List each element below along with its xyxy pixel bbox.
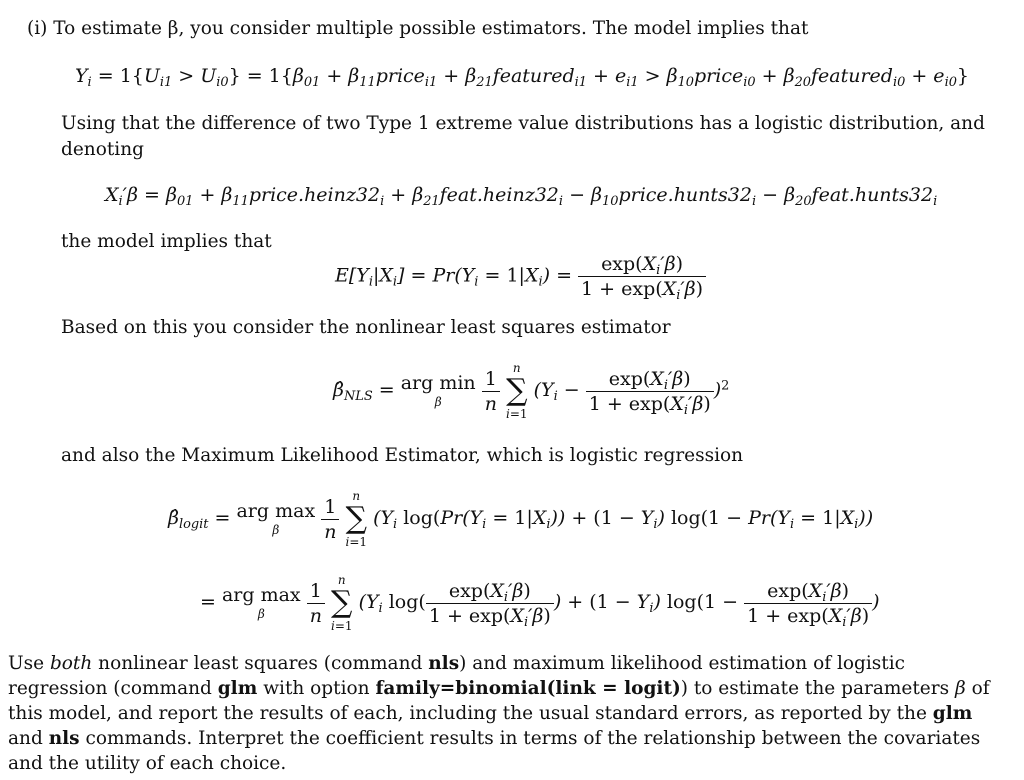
final-text-8: commands. Interpret the coefficient results in terms of the relationship between the covariates and the utility of each choice.: [8, 728, 981, 774]
paragraph-implies: the model implies that: [61, 231, 272, 252]
final-text-4: with option: [263, 678, 370, 699]
expectation-equation: $E[Y_i|X_i] = Pr(Y_i = 1|X_i)$ = $\frac{\exp(X_i'\beta)}{1 + \exp(X_i'\beta)}$: [335, 252, 706, 301]
xbeta-equation: $X_i'\beta = \beta_{01}$ + $\beta_{11}price.heinz32_i$ + $\beta_{21}feat.heinz32_i$ − $\beta_{10}price.hunts32_i$ − $\beta_{20}feat.hunts32_i$: [105, 184, 938, 209]
intro-text: To estimate β, you consider multiple possible estimators. The model implies that: [53, 18, 809, 39]
final-text-3: ) and maximum likelihood estimation of logistic regression (command: [8, 653, 905, 699]
command-nls: nls: [428, 653, 460, 674]
paragraph-nls: Based on this you consider the nonlinear least squares estimator: [61, 317, 671, 338]
emphasis-both: both: [49, 653, 93, 674]
command-glm: glm: [217, 678, 258, 699]
item-number: (i): [27, 18, 48, 39]
beta-symbol: β: [954, 678, 966, 699]
command-glm-2: glm: [932, 703, 973, 724]
final-text-2: nonlinear least squares (command: [98, 653, 423, 674]
logit-expanded-equation: = arg max β $\frac{1}{n}$ n ∑ i=1 ($Y_i$ log( $\frac{\exp(X_i'\beta)}{1 + \exp(X_i'\beta)}$ ) + $(1 - Y_i)$ log(1 − $\frac{\exp(X_i'\beta)}{1 + \exp(X_i'\beta)}$ ): [200, 573, 880, 633]
option-family: family=binomial(link = logit): [375, 678, 681, 699]
intro-line: [27, 18, 808, 40]
logit-estimator-equation: $\betâ_{logit}$ = arg max β $\frac{1}{n}$ n ∑ i=1 ($Y_i$ $\log(Pr(Y_i = 1|X_i)) + (1 - Y_i) \log(1 - Pr(Y_i = 1|X_i))$: [168, 489, 874, 549]
model-equation: $Y_i = 1\{U_{i1} > U_{i0}\} = 1\{\beta_{01}$ + $\beta_{11}price_{i1}$ + $\beta_{21}featured_{i1} + e_{i1}$ > $\beta_{10}price_{i0}$ + $\beta_{20}featured_{i0} + e_{i0}$}: [75, 65, 969, 90]
paragraph-logistic: Using that the difference of two Type 1 extreme value distributions has a logistic distribution, and denoting: [61, 113, 985, 160]
command-nls-2: nls: [48, 728, 80, 749]
final-text-6: of this model, and report the results of each, including the usual standard errors, as reported by the: [8, 678, 990, 724]
final-text-5: ) to estimate the parameters: [680, 678, 950, 699]
final-text-1: Use: [8, 653, 45, 674]
nls-estimator-equation: $\betâ_{NLS}$ = arg min β $\frac{1}{n}$ n ∑ i=1 ($Y_i$ − $\frac{\exp(X_i'\beta)}{1 + \exp(X_i'\beta)}$ )$^2$: [333, 361, 730, 421]
final-instructions: [8, 651, 1008, 776]
paragraph-mle: and also the Maximum Likelihood Estimator, which is logistic regression: [61, 445, 744, 466]
final-text-7: and: [8, 728, 43, 749]
